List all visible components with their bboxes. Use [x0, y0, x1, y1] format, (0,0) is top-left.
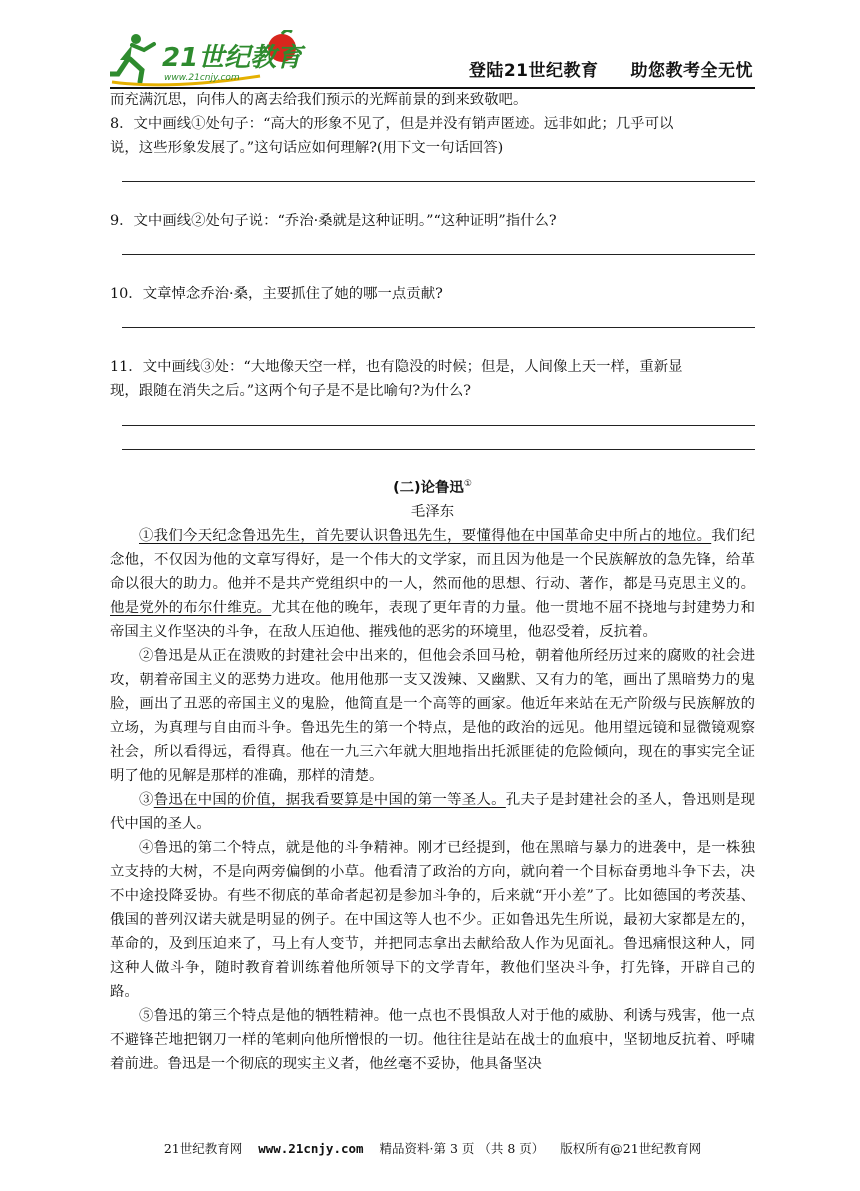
logo-url: www.21cnjy.com — [164, 73, 240, 83]
article-author: 毛泽东 — [410, 503, 455, 520]
question-text: 10．文章悼念乔治·桑，主要抓住了她的哪一点贡献? — [110, 286, 443, 302]
page-header — [110, 30, 755, 90]
question-8 — [110, 112, 755, 182]
site-logo — [110, 30, 310, 88]
continuation-text: 而充满沉思，向伟人的离去给我们预示的光辉前景的到来致敬吧。 — [110, 92, 528, 108]
page-footer — [110, 1139, 755, 1157]
question-text: 说，这些形象发展了。”这句话应如何理解?(用下文一句话回答) — [110, 140, 504, 156]
paragraph-3: ③鲁迅在中国的价值，据我看要算是中国的第一等圣人。孔夫子是封建社会的圣人，鲁迅则是现代中国的圣人。 — [110, 791, 755, 832]
answer-line[interactable] — [122, 327, 755, 328]
question-text: 现，跟随在消失之后。”这两个句子是不是比喻句?为什么? — [110, 383, 471, 399]
paragraph-2: ②鲁迅是从正在溃败的封建社会中出来的，但他会杀回马枪，朝着他所经历过来的腐败的社会进攻，朝着帝国主义的恶势力进攻。他用他那一支又泼辣、又幽默、又有力的笔，画出了黑暗势力的鬼脸，画出了丑恶的帝国主义的鬼脸，他简直是一个高等的画家。他近年来站在无产阶级与民族解放的立场，为真理与自由而斗争。鲁迅先生的第一个特点，是他的政治的远见。他用望远镜和显微镜观察社会，所以看得远，看得真。他在一九三六年就大胆地指出托派匪徒的危险倾向，现在的事实完全证明了他的见解是那样的准确，那样的清楚。 — [110, 647, 755, 784]
article-title: (二)论鲁迅① — [393, 479, 472, 496]
question-text: 9．文中画线②处句子说：“乔治·桑就是这种证明。”“这种证明”指什么? — [110, 213, 557, 229]
footer-site-link[interactable]: www.21cnjy.com — [258, 1141, 364, 1156]
underlined-sentence: 鲁迅在中国的价值，据我看要算是中国的第一等圣人。 — [153, 791, 506, 808]
slogan-motto: 助您教考全无忧 — [630, 61, 753, 81]
paragraph-4: ④鲁迅的第二个特点，就是他的斗争精神。刚才已经提到，他在黑暗与暴力的进袭中，是一株独立支持的大树，不是向两旁偏倒的小草。他看清了政治的方向，就向着一个目标奋勇地斗争下去，决不中途投降妥协。有些不彻底的革命者起初是参加斗争的，后来就“开小差”了。比如德国的考茨基、俄国的普列汉诺夫就是明显的例子。在中国这等人也不少。正如鲁迅先生所说，最初大家都是左的，革命的，及到压迫来了，马上有人变节，并把同志拿出去献给敌人作为见面礼。鲁迅痛恨这种人，同这种人做斗争，随时教育着训练着他所领导下的文学青年，教他们坚决斗争，打先锋，开辟自己的路。 — [110, 839, 755, 1000]
paragraph-5: ⑤鲁迅的第三个特点是他的牺牲精神。他一点也不畏惧敌人对于他的威胁、利诱与残害，他一点不避锋芒地把钢刀一样的笔刺向他所憎恨的一切。他往往是站在战士的血痕中，坚韧地反抗着、呼啸着前进。鲁迅是一个彻底的现实主义者，他丝毫不妥协，他具备坚决 — [110, 1007, 755, 1072]
footer-page-info: 精品资料·第 3 页 （共 8 页） — [379, 1141, 545, 1156]
footnote-marker: ① — [463, 479, 472, 489]
paragraph-1: ①我们今天纪念鲁迅先生，首先要认识鲁迅先生，要懂得他在中国革命史中所占的地位。我们纪念他，不仅因为他的文章写得好，是一个伟大的文学家，而且因为他是一个民族解放的急先锋，给革命以很大的助力。他并不是共产党组织中的一人，然而他的思想、行动、著作，都是马克思主义的。他是党外的布尔什维克。尤其在他的晚年，表现了更年青的力量。他一贯地不屈不挠地与封建势力和帝国主义作坚决的斗争，在敌人压迫他、摧残他的恶劣的环境里，他忍受着，反抗着。 — [110, 527, 755, 640]
slogan-login: 登陆21世纪教育 — [468, 61, 599, 81]
question-9 — [110, 209, 755, 255]
answer-line[interactable] — [122, 449, 755, 450]
question-10 — [110, 282, 755, 328]
question-text: 11．文中画线③处：“大地像天空一样，也有隐没的时候；但是，人间像上天一样，重新显 — [110, 359, 683, 375]
page-content — [110, 88, 755, 1076]
answer-line[interactable] — [122, 181, 755, 182]
logo-text: 21世纪教育 — [162, 43, 303, 73]
question-text: 8．文中画线①处句子：“高大的形象不见了，但是并没有销声匿迹。远非如此；几乎可以 — [110, 116, 674, 132]
question-11 — [110, 355, 755, 450]
underlined-sentence: ①我们今天纪念鲁迅先生，首先要认识鲁迅先生，要懂得他在中国革命史中所占的地位。 — [139, 527, 712, 544]
underlined-sentence: 他是党外的布尔什维克。 — [110, 599, 272, 616]
answer-line[interactable] — [122, 254, 755, 255]
footer-org: 21世纪教育网 — [163, 1141, 243, 1156]
footer-copyright: 版权所有@21世纪教育网 — [560, 1141, 702, 1156]
header-slogan — [469, 56, 753, 81]
